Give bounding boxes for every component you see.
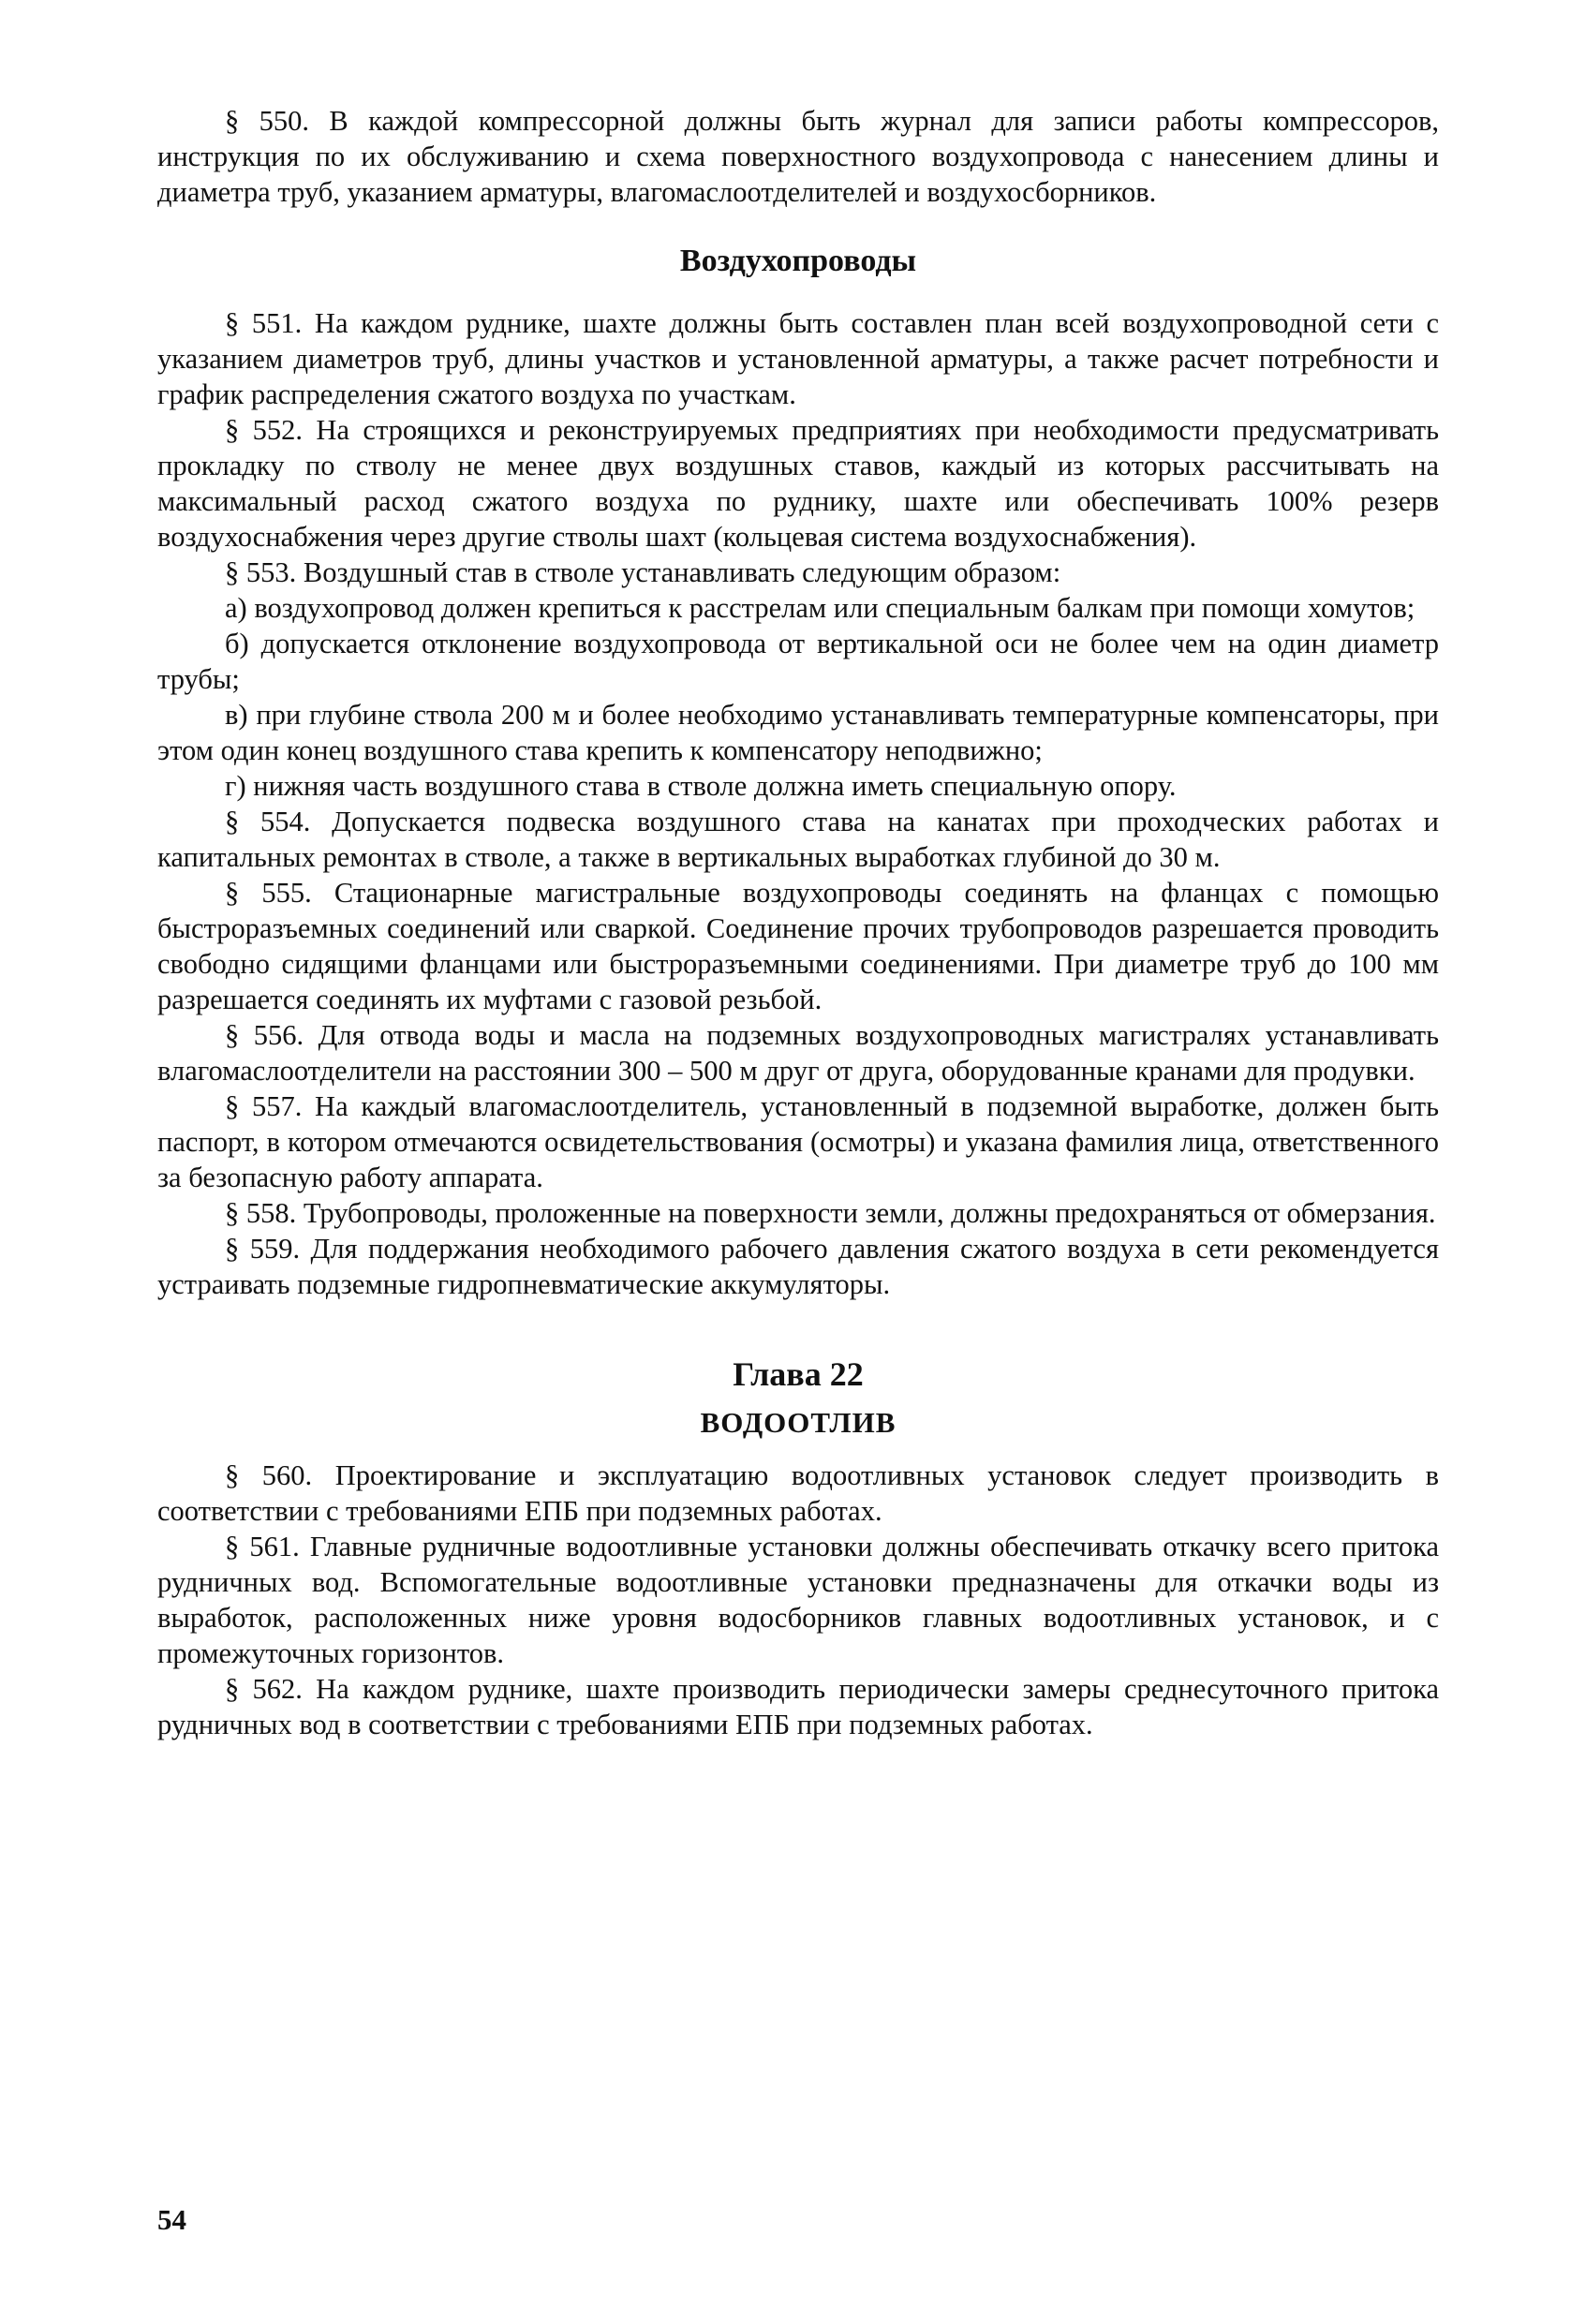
list-item-a: а) воздухопровод должен крепиться к расстрелам или специальным балкам при помощи хомутов;: [225, 592, 1415, 624]
paragraph-561: § 561. Главные рудничные водоотливные установки должны обеспечивать откачку всего притока рудничных вод. Вспомогательные водоотливные установки предназначены для откачки воды из выработок, расположенных ниже уровня водосборников главных водоотливных установок, и с промежуточных горизонтов.: [157, 1531, 1439, 1669]
paragraph-559: § 559. Для поддержания необходимого рабочего давления сжатого воздуха в сети рекомендуется устраивать подземные гидропневматические аккумуляторы.: [157, 1233, 1439, 1300]
list-item-b: б) допускается отклонение воздухопровода от вертикальной оси не более чем на один диаметр трубы;: [157, 628, 1439, 695]
paragraph-552: § 552. На строящихся и реконструируемых предприятиях при необходимости предусматривать прокладку по стволу не менее двух воздушных ставов, каждый из которых рассчитывать на максимальный расход сжатого воздуха по руднику, шахте или обеспечивать 100% резерв воздухоснабжения через другие стволы шахт (кольцевая система воздухоснабжения).: [157, 414, 1439, 553]
section-title: Воздухопроводы: [679, 244, 917, 278]
paragraph-562: § 562. На каждом руднике, шахте производить периодически замеры среднесуточного притока рудничных вод в соответствии с требованиями ЕПБ при подземных работах.: [157, 1673, 1439, 1740]
paragraph-555: § 555. Стационарные магистральные воздухопроводы соединять на фланцах с помощью быстроразъемных соединений или сваркой. Соединение прочих трубопроводов разрешается проводить свободно сидящими фланцами или быстроразъемными соединениями. При диаметре труб до 100 мм разрешается соединять их муфтами с газовой резьбой.: [157, 877, 1439, 1015]
paragraph-556: § 556. Для отвода воды и масла на подземных воздухопроводных магистралях устанавливать влагомаслоотделители на расстоянии 300 – 500 м друг от друга, оборудованные кранами для продувки.: [157, 1019, 1439, 1087]
paragraph-553: § 553. Воздушный став в стволе устанавливать следующим образом:: [225, 556, 1061, 588]
list-item-v: в) при глубине ствола 200 м и более необходимо устанавливать температурные компенсаторы, при этом один конец воздушного става крепить к компенсатору неподвижно;: [157, 699, 1439, 766]
page-number: 54: [157, 2203, 186, 2236]
chapter-subtitle: ВОДООТЛИВ: [700, 1406, 897, 1439]
paragraph-554: § 554. Допускается подвеска воздушного става на канатах при проходческих работах и капитальных ремонтах в стволе, а также в вертикальных выработках глубиной до 30 м.: [157, 806, 1439, 873]
paragraph-557: § 557. На каждый влагомаслоотделитель, установленный в подземной выработке, должен быть паспорт, в котором отмечаются освидетельствования (осмотры) и указана фамилия лица, ответственного за безопасную работу аппарата.: [157, 1090, 1439, 1193]
paragraph-550: § 550. В каждой компрессорной должны быть журнал для записи работы компрессоров, инструкция по их обслуживанию и схема поверхностного воздухопровода с нанесением длины и диаметра труб, указанием арматуры, влагомаслоотделителей и воздухосборников.: [157, 105, 1439, 208]
paragraph-551: § 551. На каждом руднике, шахте должны быть составлен план всей воздухопроводной сети с указанием диаметров труб, длины участков и установленной арматуры, а также расчет потребности и график распределения сжатого воздуха по участкам.: [157, 307, 1439, 410]
paragraph-558: § 558. Трубопроводы, проложенные на поверхности земли, должны предохраняться от обмерзания.: [225, 1197, 1436, 1229]
paragraph-560: § 560. Проектирование и эксплуатацию водоотливных установок следует производить в соответствии с требованиями ЕПБ при подземных работах.: [157, 1459, 1439, 1527]
list-item-g: г) нижняя часть воздушного става в стволе должна иметь специальную опору.: [225, 770, 1177, 802]
document-page: [157, 103, 1439, 1742]
chapter-title: Глава 22: [733, 1355, 864, 1393]
